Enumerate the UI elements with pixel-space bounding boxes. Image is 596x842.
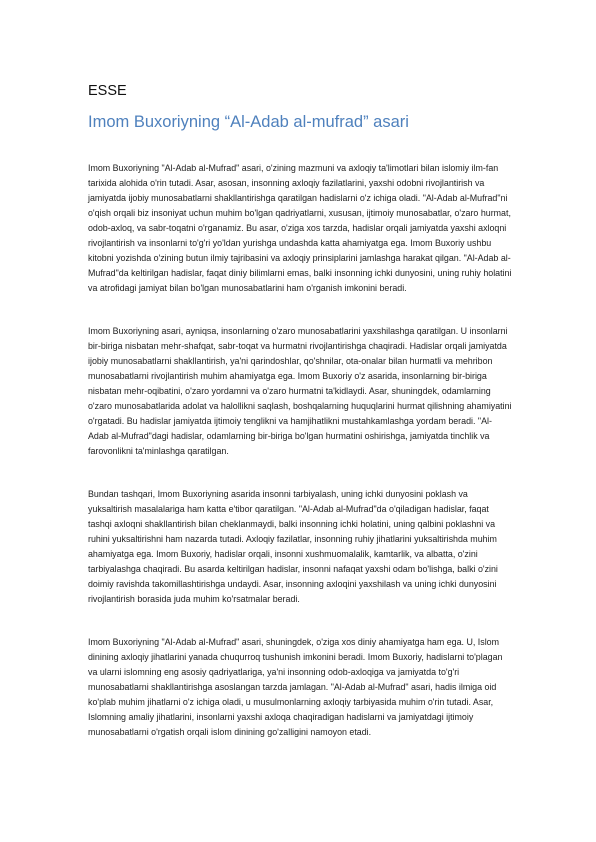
document-title: ESSE: [88, 83, 127, 99]
paragraph: Bundan tashqari, Imom Buxoriyning asarida insonni tarbiyalash, uning ichki dunyosini poklash va yuksaltirish masalalariga ham katta e'tibor qaratilgan. "Al-Adab al-Mufrad"da o'qiladigan hadislar, faqat tashqi axloqni shakllantirish bilan cheklanmaydi, balki insonning ichki holatini, uning qalbini poklashni va ruhini yuksaltirishni ham nazarda tutadi. Axloqiy fazilatlar, insonning ruhiy jihatlarini yuksaltirishda muhim ahamiyatga ega. Imom Buxoriy, hadislar orqali, insonni xushmuomalalik, kamtarlik, va albatta, o'zini tarbiyalashga chaqiradi. Bu asarda keltirilgan hadislar, insonni nafaqat yaxshi odam bo'lishga, balki o'zini doimiy ravishda takomillashtirishga undaydi. Asar, insonning axloqini yaxshilash va uning ichki dunyosini rivojlantirish borasida juda muhim ko'rsatmalar beradi.: [88, 489, 498, 604]
paragraph: Imom Buxoriyning "Al-Adab al-Mufrad" asari, shuningdek, o'ziga xos diniy ahamiyatga ham ega. U, Islom dinining axloqiy jihatlarini yanada chuqurroq tushunish imkonini beradi. Imom Buxoriy, hadislarni to'plagan va ularni islomning eng asosiy qadriyatlariga, ya'ni insonning odob-axloqiga va jamiyatda to'g'ri munosabatlarni shakllantirishga asoslangan tarzda jamlagan. "Al-Adab al-Mufrad" asari, hadis ilmiga oid ko'plab muhim jihatlarni o'z ichiga oladi, u musulmonlarning axloqiy tarbiyasida muhim o'rin tutadi. Asar, Islomning amaliy jihatlarini, insonlarni yaxshi axloqa chaqiradigan hadislarni va jamiyatdagi ijtimoiy munosabatlarni o'rgatish orqali islom dinining go'zalligini namoyon etadi.: [88, 637, 503, 737]
paragraph: Imom Buxoriyning asari, ayniqsa, insonlarning o'zaro munosabatlarini yaxshilashga qaratilgan. U insonlarni bir-biriga nisbatan mehr-shafqat, sabr-toqat va hurmatni rivojlantirishga chaqiradi. Hadislar orqali jamiyatda ijobiy munosabatlarni shakllantirish, ya'ni qarindoshlar, qo'shnilar, ota-onalar bilan hurmatli va mehribon munosabatlarni rivojlantirish muhim ahamiyatga ega. Imom Buxoriy o'z asarida, insonlarning bir-biriga nisbatan mehr-oqibatini, o'zaro yordamni va o'zaro hurmatni ta'kidlaydi. Asar, shuningdek, odamlarning o'zaro munosabatlarida adolat va halollikni saqlash, boshqalarning huquqlarini hurmat qilishning ahamiyatini o'rgatadi. Bu hadislar jamiyatda ijtimoiy tenglikni va hamjihatlikni mustahkamlashga yordam beradi. "Al-Adab al-Mufrad"dagi hadislar, odamlarning bir-biriga bo'lgan hurmatini oshirishga, jamiyatda tinchlik va farovonlikni ta'minlashga qaratilgan.: [88, 326, 512, 456]
paragraph: Imom Buxoriyning "Al-Adab al-Mufrad" asari, o'zining mazmuni va axloqiy ta'limotlari bilan islomiy ilm-fan tarixida alohida o'rin tutadi. Asar, asosan, insonning axloqiy fazilatlarini, yaxshi odobni rivojlantirish va jamiyatda ijobiy munosabatlarni shakllantirishga qaratilgan hadislarni o'z ichiga oladi. "Al-Adab al-Mufrad"ni o'qish orqali biz insoniyat uchun muhim bo'lgan qadriyatlarni, xususan, ijtimoiy munosabatlar, o'zaro hurmat, odob-axloq, va sabr-toqatni o'rganamiz. Bu asar, o'ziga xos tarzda, hadislar orqali jamiyatda yaxshi axloqni rivojlantirish va insonlarni to'g'ri yo'ldan yurishga undashda katta ahamiyatga ega. Imom Buxoriy ushbu kitobni yozishda o'zining butun ilmiy tajribasini va axloqiy prinsiplarini jamlashga harakat qilgan. "Al-Adab al-Mufrad"da keltirilgan hadislar, faqat diniy bilimlarni emas, balki insonning ichki dunyosini, uning ruhiy holatini va atrofidagi jamiyat bilan bo'lgan munosabatlarini ham o'rganish imkonini beradi.: [88, 163, 512, 293]
paragraph-list: [88, 161, 512, 740]
document-body: [88, 82, 512, 768]
document-subtitle: Imom Buxoriyning “Al-Adab al-mufrad” asari: [88, 113, 409, 131]
